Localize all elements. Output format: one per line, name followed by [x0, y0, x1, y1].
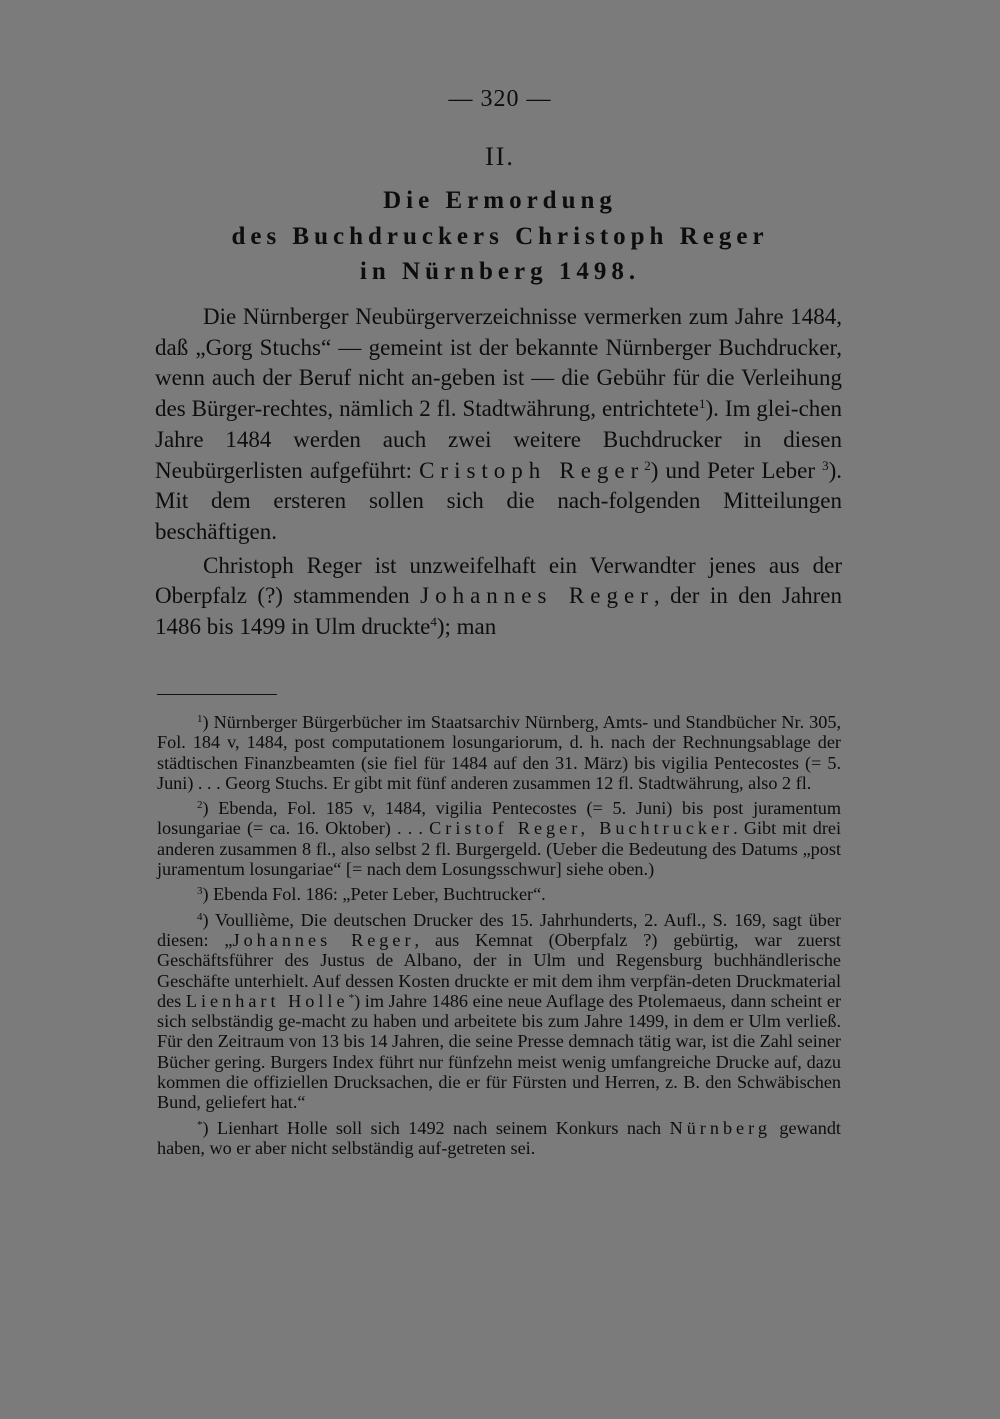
footnote-text: ) Lienhart Holle soll sich 1492 nach seinem Konkurs nach — [202, 1117, 670, 1138]
footnote-mark: 3 — [197, 885, 203, 898]
title-line-3: in Nürnberg 1498. — [359, 258, 641, 285]
footnote-text: gewandt haben, wo er aber nicht selbständig auf-getreten sei. — [157, 1117, 841, 1158]
footnote-ref-1: 1 — [699, 396, 706, 412]
footnote-text: ) Voullième, Die deutschen Drucker des 15. Jahrhunderts, 2. Aufl., S. 169, sagt über diesen: „ — [157, 909, 841, 950]
emphasized-name: Cristoph Reger — [419, 457, 645, 483]
footnote-1 — [157, 712, 841, 793]
footnote-text: , aus Kemnat (Oberpfalz ?) gebürtig, war zuerst Geschäftsführer des Justus de Albano, der in Ulm und Regensburg buchhändlerische Geschäfte unterhielt. Auf dessen Kosten druckte er mit dem ihm verpfän-deten Druckmaterial des — [157, 929, 841, 1011]
footnote-text: . Gibt mit drei anderen zusammen 8 fl., also selbst 2 fl. Burgergeld. (Ueber die Bedeutung des Datums „post juramentum losungariae“ [= nach dem Losungsschwur] siehe oben.) — [157, 818, 842, 880]
text-run: ) und Peter Leber — [650, 457, 823, 483]
paragraph-1 — [155, 302, 842, 548]
emphasized-name: Lienhart Holle — [185, 990, 349, 1011]
footnote-ref-2: 2 — [644, 457, 651, 473]
emphasized-name: Johannes Reger — [232, 929, 415, 950]
page-number: — 320 — — [448, 86, 552, 112]
footnote-ref-4: 4 — [430, 614, 437, 630]
title-line-2: des Buchdruckers Christoph Reger — [231, 223, 769, 250]
text-run: ). Mit dem ersteren sollen sich die nach-folgenden Mitteilungen beschäftigen. — [155, 457, 842, 544]
footnote-text: ) im Jahre 1486 eine neue Auflage des Ptolemaeus, dann scheint er sich selbständig ge-macht zu haben und arbeitete bis zum Jahre 1499, in dem er Ulm verließ. Für den Zeitraum von 13 bis 14 Jahren, die seine Presse demnach tätig war, ist die Zahl seiner Bücher gering. Burgers Index führt nur fünfzehn meist wenig umfangreiche Drucke auf, dazu kommen die offiziellen Drucksachen, die er für Fürsten und Herren, z. B. den Schwäbischen Bund, geliefert hat.“ — [157, 990, 842, 1113]
emphasized-name: Nürnberg — [669, 1117, 771, 1138]
footnote-3 — [157, 884, 841, 904]
body-text — [155, 302, 842, 643]
footnote-mark: 4 — [197, 910, 203, 923]
text-run: ); man — [436, 614, 497, 640]
footnote-ref-3: 3 — [822, 457, 829, 473]
paragraph-2 — [155, 551, 842, 643]
title-line-1: Die Ermordung — [383, 187, 617, 214]
footnote-mark: * — [348, 991, 355, 1004]
footnote-divider — [157, 694, 277, 695]
footnote-5 — [157, 1118, 841, 1159]
footnotes — [157, 712, 841, 1158]
footnote-mark: * — [197, 1118, 203, 1131]
emphasized-name: Johannes Reger — [420, 583, 654, 609]
footnote-text: ) Ebenda Fol. 186: „Peter Leber, Buchtrucker“. — [202, 884, 546, 905]
text-run: ). Im glei-chen Jahre 1484 werden auch zwei weitere Buchdrucker in diesen Neubürgerlisten aufgeführt: — [155, 396, 842, 483]
footnote-mark: 1 — [197, 713, 203, 725]
text-run: , der in den Jahren 1486 bis 1499 in Ulm druckte — [155, 583, 842, 640]
emphasized-name: Cristof Reger, Buchtrucker — [429, 818, 734, 839]
footnote-mark: 2 — [197, 799, 203, 812]
text-run: Christoph Reger ist unzweifelhaft ein Verwandter jenes aus der Oberpfalz (?) stammenden — [155, 552, 842, 609]
footnote-text: ) Ebenda, Fol. 185 v, 1484, vigilia Pentecostes (= 5. Juni) bis post juramentum losungariae (= ca. 16. Oktober) . . . — [157, 798, 841, 839]
footnote-2 — [157, 798, 841, 879]
footnote-4 — [157, 910, 841, 1113]
text-run: Die Nürnberger Neubürgerverzeichnisse vermerken zum Jahre 1484, daß „Gorg Stuchs“ — gemeint ist der bekannte Nürnberger Buchdrucker, wenn auch der Beruf nicht an-geben ist — die Gebühr für die Verleihung des Bürger-rechtes, nämlich 2 fl. Stadtwährung, entrichtete — [155, 304, 842, 422]
section-number: II. — [485, 142, 515, 171]
footnote-text: ) Nürnberger Bürgerbücher im Staatsarchiv Nürnberg, Amts- und Standbücher Nr. 305, Fol. 184 v, 1484, post computationem losungariorum, d. h. nach der Rechnungsablage der städtischen Finanzbeamten (sie fiel für 1484 auf den 31. März) bis vigilia Pentecostes (= 5. Juni) . . . Georg Stuchs. Er gibt mit fünf anderen zusammen 12 fl. Stadtwährung, also 2 fl. — [157, 712, 841, 793]
